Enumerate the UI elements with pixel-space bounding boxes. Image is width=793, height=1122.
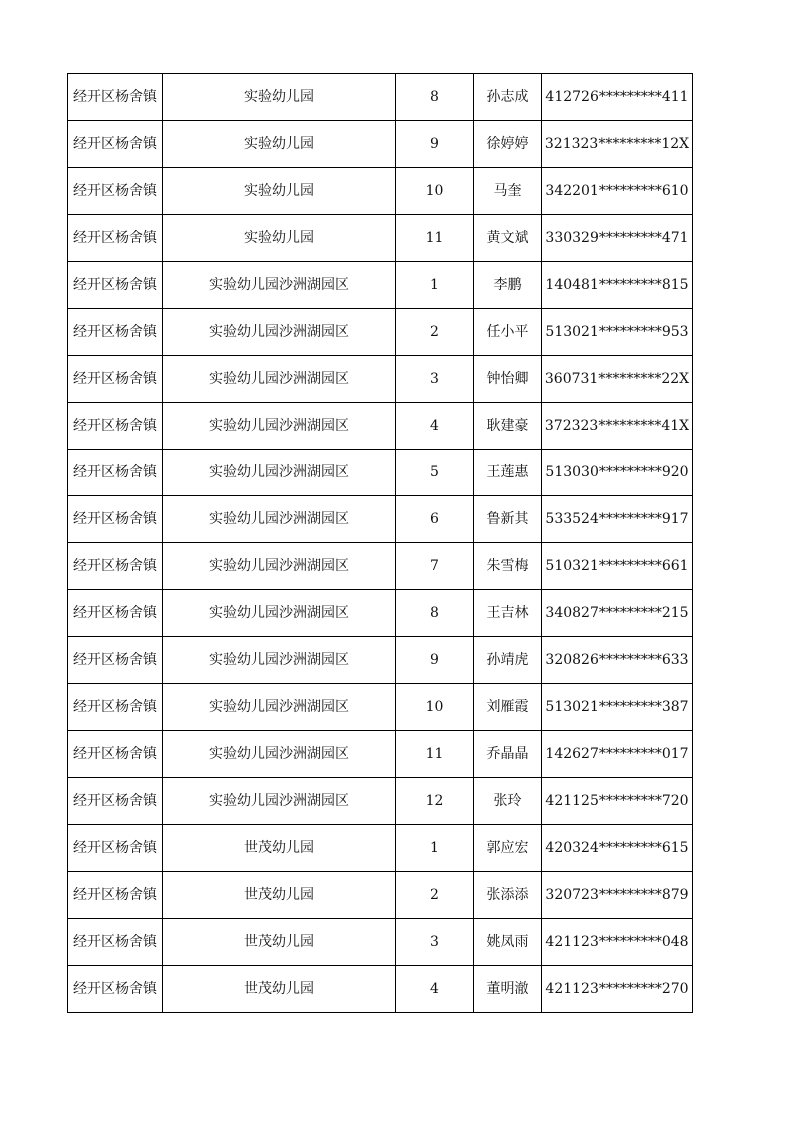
town-cell: 经开区杨舍镇	[68, 120, 163, 167]
id-number-cell: 533524*********917	[542, 496, 693, 543]
town-cell: 经开区杨舍镇	[68, 684, 163, 731]
number-cell: 4	[396, 402, 474, 449]
id-number-cell: 412726*********411	[542, 74, 693, 121]
id-number-cell: 320723*********879	[542, 871, 693, 918]
number-cell: 10	[396, 167, 474, 214]
name-cell: 张玲	[474, 778, 542, 825]
number-cell: 11	[396, 731, 474, 778]
id-number-cell: 420324*********615	[542, 825, 693, 872]
id-number-cell: 342201*********610	[542, 167, 693, 214]
town-cell: 经开区杨舍镇	[68, 825, 163, 872]
number-cell: 10	[396, 684, 474, 731]
town-cell: 经开区杨舍镇	[68, 918, 163, 965]
number-cell: 11	[396, 214, 474, 261]
school-cell: 实验幼儿园沙洲湖园区	[163, 402, 396, 449]
name-cell: 乔晶晶	[474, 731, 542, 778]
town-cell: 经开区杨舍镇	[68, 871, 163, 918]
town-cell: 经开区杨舍镇	[68, 261, 163, 308]
town-cell: 经开区杨舍镇	[68, 449, 163, 496]
id-number-cell: 421125*********720	[542, 778, 693, 825]
id-number-cell: 421123*********048	[542, 918, 693, 965]
town-cell: 经开区杨舍镇	[68, 731, 163, 778]
table-row	[68, 684, 693, 731]
table-row	[68, 590, 693, 637]
town-cell: 经开区杨舍镇	[68, 402, 163, 449]
table-row	[68, 120, 693, 167]
number-cell: 3	[396, 355, 474, 402]
id-number-cell: 372323*********41X	[542, 402, 693, 449]
town-cell: 经开区杨舍镇	[68, 778, 163, 825]
table-row	[68, 449, 693, 496]
number-cell: 7	[396, 543, 474, 590]
school-cell: 实验幼儿园沙洲湖园区	[163, 449, 396, 496]
id-number-cell: 513030*********920	[542, 449, 693, 496]
school-cell: 世茂幼儿园	[163, 918, 396, 965]
table-row	[68, 637, 693, 684]
name-cell: 董明澈	[474, 965, 542, 1012]
number-cell: 9	[396, 637, 474, 684]
name-cell: 孙志成	[474, 74, 542, 121]
table-row	[68, 731, 693, 778]
name-cell: 王吉林	[474, 590, 542, 637]
id-number-cell: 340827*********215	[542, 590, 693, 637]
name-cell: 朱雪梅	[474, 543, 542, 590]
table-row	[68, 308, 693, 355]
table-row	[68, 778, 693, 825]
school-cell: 实验幼儿园	[163, 120, 396, 167]
town-cell: 经开区杨舍镇	[68, 590, 163, 637]
name-cell: 马奎	[474, 167, 542, 214]
town-cell: 经开区杨舍镇	[68, 637, 163, 684]
number-cell: 1	[396, 261, 474, 308]
table-row	[68, 214, 693, 261]
town-cell: 经开区杨舍镇	[68, 543, 163, 590]
number-cell: 4	[396, 965, 474, 1012]
town-cell: 经开区杨舍镇	[68, 74, 163, 121]
name-cell: 徐婷婷	[474, 120, 542, 167]
id-number-cell: 513021*********387	[542, 684, 693, 731]
name-cell: 郭应宏	[474, 825, 542, 872]
roster-table-body	[68, 74, 693, 1013]
id-number-cell: 360731*********22X	[542, 355, 693, 402]
number-cell: 2	[396, 871, 474, 918]
school-cell: 世茂幼儿园	[163, 825, 396, 872]
school-cell: 实验幼儿园	[163, 167, 396, 214]
name-cell: 孙靖虎	[474, 637, 542, 684]
table-row	[68, 261, 693, 308]
town-cell: 经开区杨舍镇	[68, 214, 163, 261]
table-row	[68, 355, 693, 402]
school-cell: 实验幼儿园沙洲湖园区	[163, 590, 396, 637]
table-row	[68, 543, 693, 590]
school-cell: 实验幼儿园沙洲湖园区	[163, 355, 396, 402]
table-row	[68, 496, 693, 543]
name-cell: 姚凤雨	[474, 918, 542, 965]
id-number-cell: 140481*********815	[542, 261, 693, 308]
id-number-cell: 513021*********953	[542, 308, 693, 355]
id-number-cell: 421123*********270	[542, 965, 693, 1012]
school-cell: 实验幼儿园沙洲湖园区	[163, 261, 396, 308]
table-row	[68, 871, 693, 918]
school-cell: 实验幼儿园沙洲湖园区	[163, 637, 396, 684]
name-cell: 王莲惠	[474, 449, 542, 496]
table-row	[68, 74, 693, 121]
school-cell: 实验幼儿园	[163, 214, 396, 261]
school-cell: 实验幼儿园沙洲湖园区	[163, 731, 396, 778]
number-cell: 9	[396, 120, 474, 167]
name-cell: 任小平	[474, 308, 542, 355]
school-cell: 实验幼儿园沙洲湖园区	[163, 778, 396, 825]
town-cell: 经开区杨舍镇	[68, 355, 163, 402]
number-cell: 6	[396, 496, 474, 543]
table-row	[68, 402, 693, 449]
name-cell: 张添添	[474, 871, 542, 918]
name-cell: 耿建豪	[474, 402, 542, 449]
school-cell: 世茂幼儿园	[163, 871, 396, 918]
town-cell: 经开区杨舍镇	[68, 308, 163, 355]
id-number-cell: 321323*********12X	[542, 120, 693, 167]
name-cell: 钟怡卿	[474, 355, 542, 402]
id-number-cell: 142627*********017	[542, 731, 693, 778]
roster-table	[67, 73, 693, 1013]
town-cell: 经开区杨舍镇	[68, 965, 163, 1012]
number-cell: 12	[396, 778, 474, 825]
table-row	[68, 825, 693, 872]
id-number-cell: 320826*********633	[542, 637, 693, 684]
name-cell: 鲁新其	[474, 496, 542, 543]
number-cell: 5	[396, 449, 474, 496]
number-cell: 1	[396, 825, 474, 872]
school-cell: 实验幼儿园沙洲湖园区	[163, 543, 396, 590]
town-cell: 经开区杨舍镇	[68, 496, 163, 543]
school-cell: 实验幼儿园	[163, 74, 396, 121]
table-row	[68, 167, 693, 214]
school-cell: 实验幼儿园沙洲湖园区	[163, 308, 396, 355]
number-cell: 8	[396, 74, 474, 121]
school-cell: 实验幼儿园沙洲湖园区	[163, 496, 396, 543]
name-cell: 刘雁霞	[474, 684, 542, 731]
town-cell: 经开区杨舍镇	[68, 167, 163, 214]
table-row	[68, 918, 693, 965]
id-number-cell: 330329*********471	[542, 214, 693, 261]
school-cell: 实验幼儿园沙洲湖园区	[163, 684, 396, 731]
table-row	[68, 965, 693, 1012]
name-cell: 李鹏	[474, 261, 542, 308]
name-cell: 黄文斌	[474, 214, 542, 261]
school-cell: 世茂幼儿园	[163, 965, 396, 1012]
id-number-cell: 510321*********661	[542, 543, 693, 590]
number-cell: 8	[396, 590, 474, 637]
number-cell: 2	[396, 308, 474, 355]
number-cell: 3	[396, 918, 474, 965]
